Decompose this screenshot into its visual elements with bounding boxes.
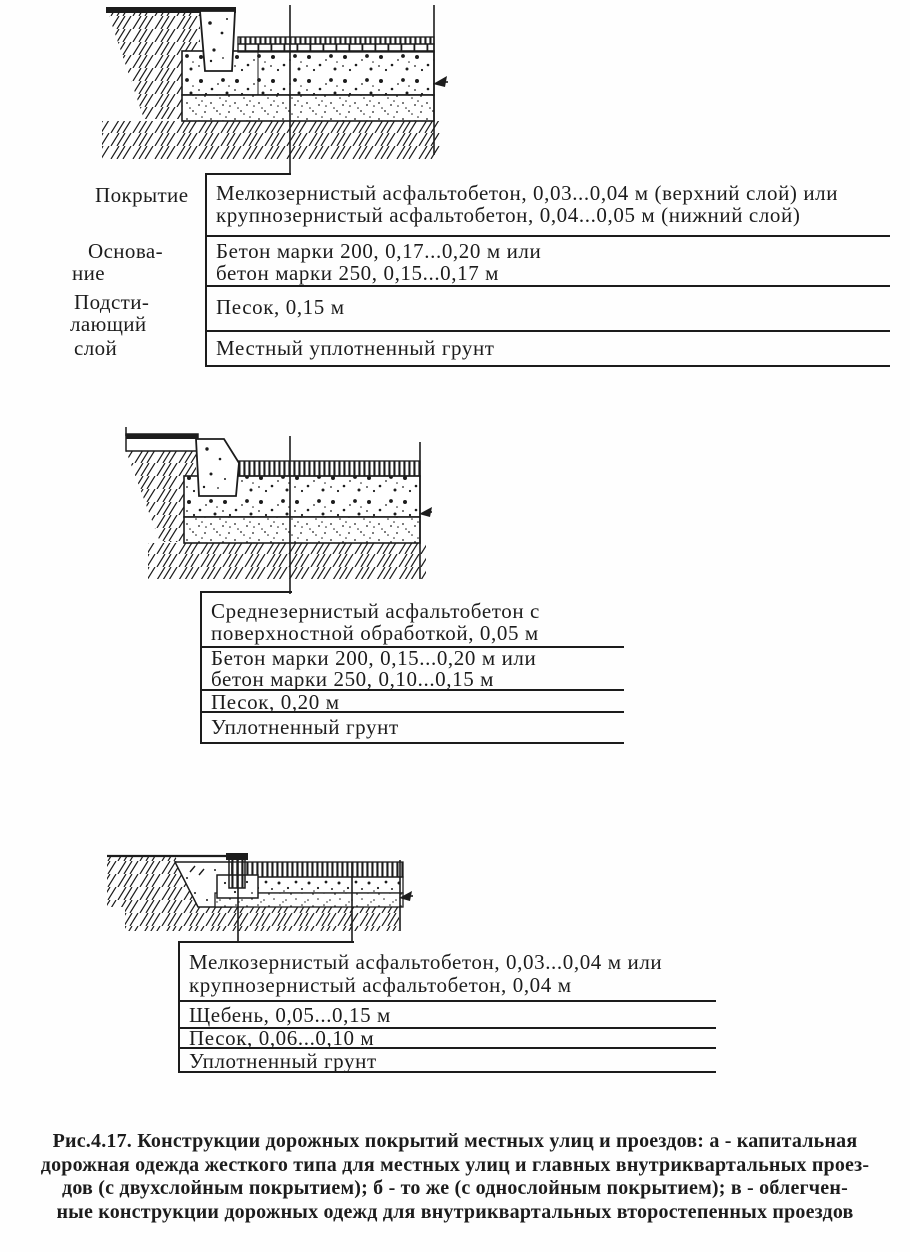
ground-hatch-bottom (125, 907, 399, 931)
layer-text: бетон марки 250, 0,15...0,17 м (216, 261, 500, 285)
figure-caption (0, 1130, 910, 1224)
caption-line: Рис.4.17. Конструкции дорожных покрытий местных улиц и проездов: а - капитальная (52, 1130, 858, 1152)
caption-line: дорожная одежда жесткого типа для местных улиц и главных внутриквартальных проез- (40, 1153, 870, 1176)
layer-text: крупнозернистый асфальтобетон, 0,04 м (189, 973, 572, 997)
layer-text: бетон марки 250, 0,10...0,15 м (211, 667, 495, 691)
row-label-surfacing: Покрытие (95, 183, 189, 207)
table-row (207, 287, 890, 332)
table-row (202, 691, 624, 713)
layer-text: Мелкозернистый асфальтобетон, 0,03...0,04 м (верхний слой) или (216, 181, 839, 205)
layer-text: Песок, 0,20 м (211, 690, 340, 714)
table-row (202, 713, 624, 744)
pavement-section-diagram-c (95, 848, 415, 943)
table-row (207, 175, 890, 237)
ground-hatch-bottom (148, 543, 426, 579)
table-row (180, 1026, 716, 1050)
layer-table-b (200, 593, 624, 744)
layer-text: крупнозернистый асфальтобетон, 0,04...0,05 м (нижний слой) (216, 203, 801, 227)
layer-text: Уплотненный грунт (211, 715, 399, 739)
pavement-section-diagram-a (88, 3, 448, 175)
layer-text: Мелкозернистый асфальтобетон, 0,03...0,04 м или (189, 950, 663, 974)
sand-bedding-layer (184, 517, 420, 543)
break-arrow-icon (419, 507, 432, 517)
ground-hatch-bottom (102, 121, 440, 159)
table-row (180, 943, 716, 1002)
asphalt-layer (239, 461, 420, 476)
break-arrow-icon (433, 76, 448, 87)
layer-table-c (178, 943, 716, 1073)
caption-line: ные конструкции дорожных одежд для внутриквартальных второстепенных проездов (56, 1200, 854, 1223)
layer-text: Песок, 0,06...0,10 м (189, 1026, 375, 1050)
layer-text: Щебень, 0,05...0,15 м (189, 1003, 391, 1027)
layer-text: Среднезернистый асфальтобетон с (211, 599, 540, 623)
table-row (180, 1049, 716, 1073)
layer-text: Уплотненный грунт (189, 1049, 377, 1073)
row-label-subbase-1: Подсти- (74, 290, 150, 314)
sand-bedding-layer (182, 95, 434, 121)
curb-stone (226, 853, 248, 888)
layer-text: поверхностной обработкой, 0,05 м (211, 621, 539, 645)
table-row (180, 1002, 716, 1029)
table-row (207, 332, 890, 367)
asphalt-top-layer (238, 37, 434, 44)
curb-stone (200, 11, 235, 71)
asphalt-bottom-layer (238, 44, 434, 52)
pavement-section-diagram-b (112, 424, 432, 594)
row-label-base-2: ние (72, 261, 105, 285)
table-row (207, 237, 890, 287)
layer-text: Местный уплотненный грунт (216, 336, 495, 360)
table-row (202, 648, 624, 691)
layer-text: Бетон марки 200, 0,15...0,20 м или (211, 646, 537, 670)
row-label-subbase-3: слой (74, 336, 118, 360)
sidewalk-slab (126, 427, 198, 451)
caption-line: дов (с двухслойным покрытием); б - то же (с однослойным покрытием); в - облегчен- (62, 1177, 848, 1199)
curb-stone (196, 439, 239, 496)
row-label-base-1: Основа- (88, 239, 163, 263)
layer-text: Бетон марки 200, 0,17...0,20 м или (216, 239, 542, 263)
layer-table-a (205, 175, 890, 367)
table-row (202, 593, 624, 648)
row-label-subbase-2: лающий (70, 312, 147, 336)
layer-text: Песок, 0,15 м (216, 295, 345, 319)
